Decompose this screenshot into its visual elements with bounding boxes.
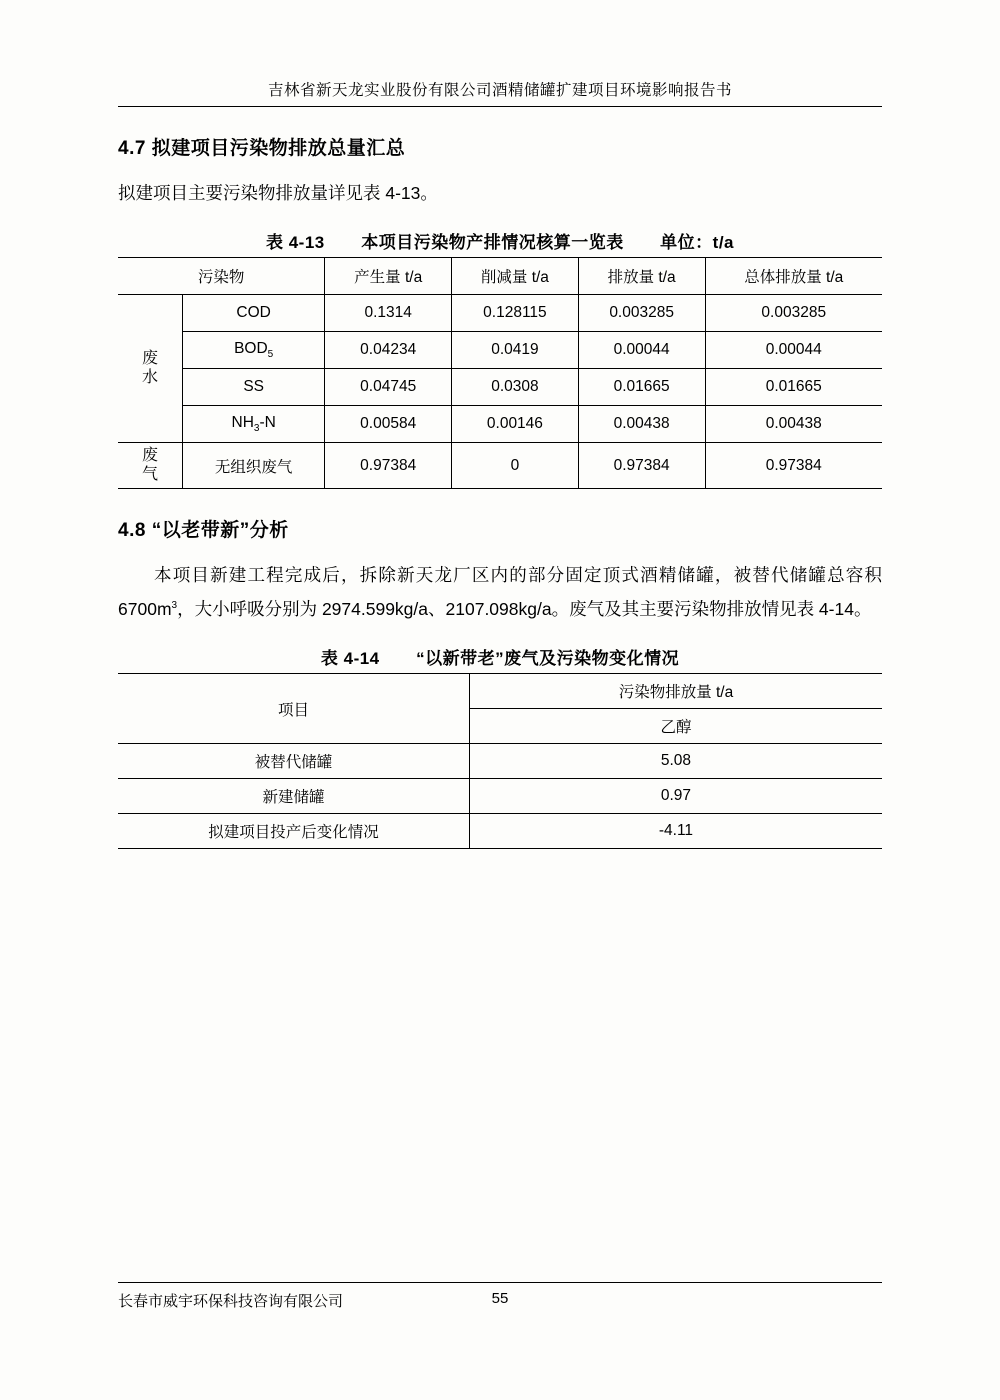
page-content [118,78,882,849]
cell-produced: 0.00584 [325,406,452,443]
cell-value: 0.97 [469,779,882,814]
column-header-total: 总体排放量 t/a [705,258,882,295]
section-heading-4-7: 4.7 拟建项目污染物排放总量汇总 [118,138,406,159]
group-label-wastewater: 废 水 [118,295,183,443]
cell-pollutant-text: BOD [234,340,268,358]
table-row [118,295,882,332]
paragraph-text-part1: 本项目新建工程完成后，拆除新天龙厂区内的部分固定顶式酒精储罐，被替代储罐总容积 6700 [118,564,882,620]
section-paragraph-4-7: 拟建项目主要污染物排放量详见表 4-13。 [118,183,438,203]
table-4-13-caption-title: 本项目污染物产排情况核算一览表 [361,233,624,253]
section-heading-4-8: 4.8 “以老带新”分析 [118,519,289,541]
table-row [118,443,882,489]
cell-discharged: 0.00044 [578,332,705,369]
cell-total: 0.00044 [705,332,882,369]
cell-pollutant-text: NH [231,414,254,432]
column-header-discharged: 排放量 t/a [578,258,705,295]
table-row [118,779,882,814]
table-4-14-caption [118,644,882,669]
column-header-discharge-group: 污染物排放量 t/a [469,674,882,709]
table-4-13-caption [118,228,882,253]
paragraph-text-part2: ，大小呼吸分别为 2974.599kg/a、2107.098kg/a。废气及其主要污染物排放情见表 4-14。 [177,599,872,620]
cell-total: 0.00438 [705,406,882,443]
table-row [118,744,882,779]
document-header: 吉林省新天龙实业股份有限公司酒精储罐扩建项目环境影响报告书 [118,78,882,107]
cell-reduced: 0.0308 [452,369,579,406]
column-header-reduced: 削减量 t/a [452,258,579,295]
table-row [118,332,882,369]
table-4-14-caption-label: 表 4-14 [320,649,380,669]
table-header-row [118,258,882,295]
cell-discharged: 0.00438 [578,406,705,443]
cell-produced: 0.04745 [325,369,452,406]
column-header-project: 项目 [118,674,469,744]
cell-discharged: 0.01665 [578,369,705,406]
cell-pollutant-tail: -N [259,414,276,432]
unit-cubic-meter: $m^3$ [156,599,178,620]
table-4-14-caption-title: “以新带老”废气及污染物变化情况 [416,649,680,669]
table-header-row [118,674,882,709]
section-paragraph-4-8 [118,558,882,626]
table-pollutant-summary [118,257,882,489]
cell-pollutant: SS [183,369,325,406]
table-row [118,814,882,849]
cell-discharged: 0.97384 [578,443,705,489]
cell-produced: 0.04234 [325,332,452,369]
table-4-13-caption-label: 表 4-13 [265,233,325,253]
cell-pollutant [183,332,325,369]
footer-company: 长春市威宇环保科技咨询有限公司 [118,1293,344,1310]
cell-reduced: 0.0419 [452,332,579,369]
cell-produced: 0.97384 [325,443,452,489]
cell-discharged: 0.003285 [578,295,705,332]
cell-pollutant-subscript: 5 [267,349,274,361]
column-header-produced: 产生量 t/a [325,258,452,295]
cell-total: 0.01665 [705,369,882,406]
table-old-new-comparison [118,673,882,849]
cell-value: -4.11 [469,814,882,849]
cell-pollutant-subscript: 3 [253,423,260,435]
table-row [118,406,882,443]
cell-reduced: 0.00146 [452,406,579,443]
cell-pollutant [183,406,325,443]
column-header-pollutant: 污染物 [118,258,325,295]
document-footer [118,1282,882,1310]
table-row [118,369,882,406]
group-label-wastegas: 废 气 [118,443,183,489]
table-4-13-caption-unit: 单位：t/a [660,233,735,253]
cell-produced: 0.1314 [325,295,452,332]
cell-total: 0.003285 [705,295,882,332]
cell-project: 拟建项目投产后变化情况 [208,824,379,842]
column-subheader-ethanol: 乙醇 [469,709,882,744]
cell-total: 0.97384 [705,443,882,489]
footer-page-number: 55 [491,1290,509,1307]
cell-reduced: 0 [452,443,579,489]
cell-pollutant: COD [183,295,325,332]
cell-project: 被替代储罐 [118,744,469,779]
cell-pollutant: 无组织废气 [183,443,325,489]
cell-project: 新建储罐 [118,779,469,814]
cell-value: 5.08 [469,744,882,779]
superscript-3: 3 [171,600,178,612]
cell-reduced: 0.128115 [452,295,579,332]
